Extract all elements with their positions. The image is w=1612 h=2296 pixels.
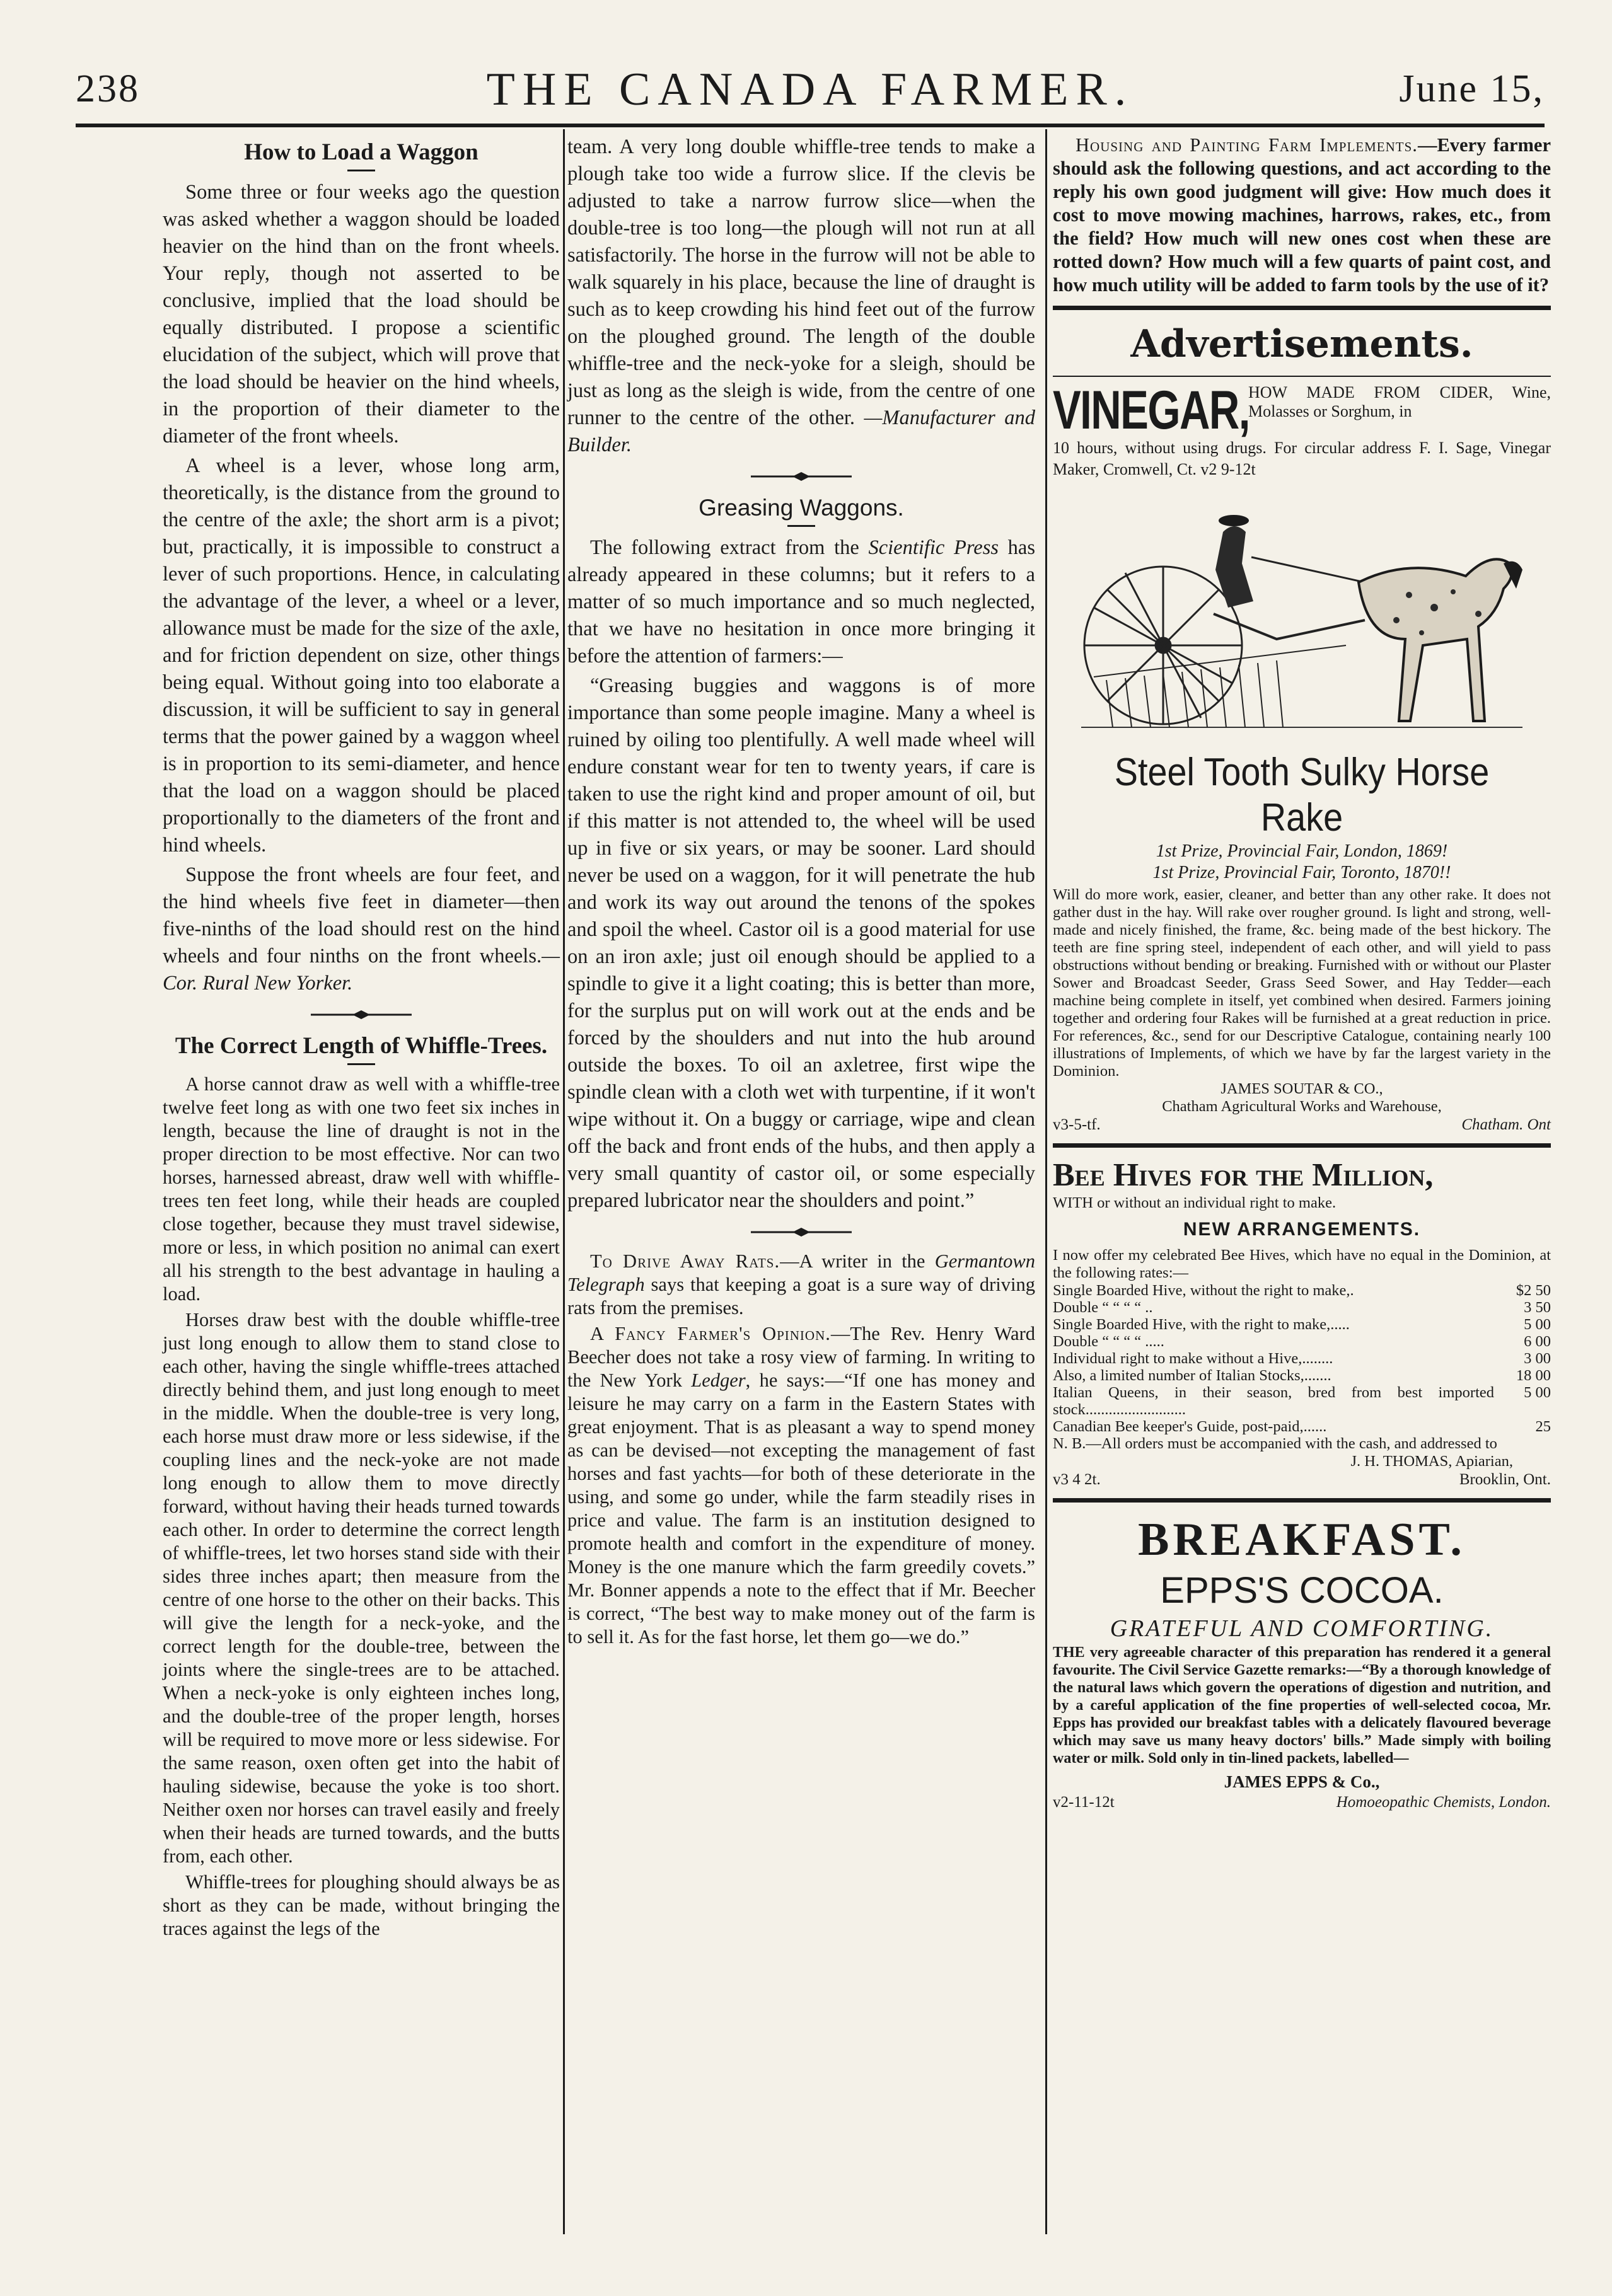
section-ornament bbox=[751, 471, 852, 482]
paragraph: Whiffle-trees for ploughing should always be as short as they can be made, without bringing the traces against the legs of the bbox=[163, 1871, 560, 1939]
ad-code: v2-11-12t bbox=[1053, 1794, 1115, 1811]
price-amount: 3 00 bbox=[1524, 1350, 1551, 1367]
price-amount: 6 00 bbox=[1524, 1333, 1551, 1350]
item-lead: Housing and Painting Farm Implements. bbox=[1076, 134, 1418, 156]
publication-name: Ledger bbox=[691, 1370, 746, 1391]
paragraph: “Greasing buggies and waggons is of more importance than some people imagine. Many a wheel is ruined by oiling too plentifully. A well made wheel will endure constant wear for ten to twenty years, if care is taken to use the right kind and proper amount of oil, but if this matter is not attended to, the wheel will be used up in five or six years, or may be sooner. Lard should never be used on a waggon, for it will penetrate the hub and work its way out around the tenons of the spokes and spoil the wheel. Castor oil is a good material for use on an iron axle; just oil enough should be applied to a spindle to give it a light coating; this is better than more, for the surplus put on will work out at the ends and be forced by the shoulders and nut into the hub around outside the boxes. To oil an axletree, first wipe the spindle clean with a cloth wet with turpentine, if it won't wipe without it. On a buggy or carriage, wipe and clean off the back and front ends of the hubs, and then apply a very small quantity of castor oil, or some especially prepared lubricator near the shoulders and point.” bbox=[567, 674, 1035, 1212]
whiffle-article-body bbox=[163, 1073, 560, 1941]
price-item: Canadian Bee keeper's Guide, post-paid,...... bbox=[1053, 1418, 1327, 1435]
section-ornament bbox=[751, 1227, 852, 1237]
column-2 bbox=[567, 134, 1035, 1651]
section-ornament bbox=[311, 1010, 412, 1020]
title-dash bbox=[347, 1063, 375, 1065]
vinegar-address bbox=[1053, 437, 1551, 480]
price-item: Double “ “ “ “ ..... bbox=[1053, 1333, 1164, 1350]
rake-ad-body: Will do more work, easier, cleaner, and better than any other rake. It does not gather dust in the hay. Will rake over rougher ground. Is light and strong, well-made and nicely finished, the frame, &c. being made of the best hickory. The teeth are fine spring steel, independent of each other, and will yield to pass obstructions without bending or breaking. Furnished with or without our Plaster Sower and Broadcast Seeder, Grass Seed Sower, and Hay Tedder—each machine being complete in itself, yet combined when desired. Farmers joining together and ordering four Rakes will be furnished at a great reduction in price. For references, &c., send for our Descriptive Catalogue, containing nearly 100 illustrations of Implements, of which we have by far the largest variety in the Dominion. bbox=[1053, 886, 1551, 1080]
vinegar-text: HOW MADE FROM CIDER, Wine, Molasses or Sorghum, in bbox=[1248, 383, 1551, 420]
breakfast-headline: BREAKFAST. bbox=[1138, 1514, 1466, 1566]
vinegar-headline bbox=[1053, 380, 1551, 441]
rake-ad-firm: JAMES SOUTAR & CO., bbox=[1221, 1080, 1383, 1097]
paragraph-text: , he says:—“If one has money and leisure he may carry on a farm in the Eastern States with great enjoyment. That is as pleasant a way to spend money as can be devised—not excepting the management of fast horses and fast yachts—for both of these deteriorate in the using, and some go under, while the farm steadily rises in price and value. The farm is an institution designed to promote health and comfort in the expenditure of money. Money is the one manure which the farm greedily covets.” Mr. Bonner appends a note to the effect that if Mr. Beecher is correct, “The best way to make money out of the farm is to sell it. As for the fast horse, let them go—we do.” bbox=[567, 1370, 1035, 1647]
price-row bbox=[1053, 1367, 1551, 1384]
price-row bbox=[1053, 1282, 1551, 1299]
column-divider bbox=[563, 129, 565, 2234]
paragraph-text: —The Rev. Henry Ward Beecher does not take a rosy view of farming. In writing to the New York bbox=[567, 1323, 1035, 1391]
rule bbox=[1053, 1143, 1551, 1148]
bee-note: N. B.—All orders must be accompanied with the cash, and addressed to bbox=[1053, 1435, 1497, 1452]
article-source: —Cor. Rural New Yorker. bbox=[163, 945, 560, 995]
bee-price-list bbox=[1053, 1282, 1551, 1435]
bee-seller: J. H. THOMAS, Apiarian, bbox=[1350, 1453, 1513, 1470]
rake-ad-title: Steel Tooth Sulky Horse Rake bbox=[1114, 751, 1490, 839]
rake-prize: 1st Prize, Provincial Fair, Toronto, 1870!! bbox=[1152, 863, 1451, 882]
article-source: —Manufacturer and Builder. bbox=[567, 407, 1035, 456]
rake-prize: 1st Prize, Provincial Fair, London, 1869! bbox=[1156, 841, 1448, 861]
horse-rake-engraving bbox=[1069, 488, 1535, 746]
epps-signature bbox=[1053, 1792, 1551, 1813]
rake-ad-signature bbox=[1053, 1116, 1551, 1134]
paragraph bbox=[567, 1250, 1035, 1320]
page-number: 238 bbox=[76, 67, 140, 110]
masthead bbox=[76, 63, 1545, 120]
publication-name: Scientific Press bbox=[868, 536, 999, 559]
paragraph-text: has already appeared in these columns; but it refers to a matter of so much importance and so much neglected, that we have no hesitation in once more bringing it before the attention of farmers:— bbox=[567, 536, 1036, 667]
price-row bbox=[1053, 1384, 1551, 1418]
rake-ad-works: Chatham Agricultural Works and Warehouse, bbox=[1162, 1098, 1442, 1115]
title-dash bbox=[787, 525, 815, 527]
paragraph-text: The following extract from the bbox=[590, 536, 869, 559]
epps-firm: JAMES EPPS & Co., bbox=[1224, 1772, 1380, 1791]
housing-item bbox=[1053, 134, 1551, 297]
new-arrangements: NEW ARRANGEMENTS. bbox=[1183, 1219, 1421, 1240]
paragraph-text: —A writer in the bbox=[780, 1250, 935, 1272]
bee-hives-title: Bee Hives for the Million, bbox=[1053, 1157, 1434, 1193]
ad-town: Chatham. Ont bbox=[1461, 1116, 1551, 1133]
vinegar-ad bbox=[1053, 380, 1551, 480]
bee-offer: I now offer my celebrated Bee Hives, which have no equal in the Dominion, at the following rates:— bbox=[1053, 1247, 1551, 1281]
price-row bbox=[1053, 1316, 1551, 1333]
short-items bbox=[567, 1250, 1035, 1649]
paragraph-text: Suppose the front wheels are four feet, and the hind wheels five feet in diameter—then five-ninths of the load should rest on the hind wheels and four ninths on the front wheels. bbox=[163, 863, 560, 967]
price-item: Single Boarded Hive, without the right to make,. bbox=[1053, 1282, 1354, 1299]
newspaper-title: THE CANADA FARMER. bbox=[486, 64, 1134, 115]
address-text: 10 hours, without using drugs. For circular address F. I. Sage, Vinegar Maker, Cromwell, Ct. bbox=[1053, 439, 1551, 478]
paragraph: A horse cannot draw as well with a whiffle-tree twelve feet long as with one two feet six inches in length, because the line of draught is not in the proper direction to be most effective. Nor can two horses, harnessed abreast, draw well with whiffle-trees ten feet long, while their heads are coupled close together, because they must travel sidewise, more or less, in which position no animal can exert all his strength to the best advantage in hauling a load. bbox=[163, 1073, 560, 1305]
ad-code: v3-5-tf. bbox=[1053, 1116, 1101, 1133]
price-item: Double “ “ “ “ .. bbox=[1053, 1299, 1153, 1316]
paragraph-text: —Every farmer should ask the following questions, and act according to the reply his own good judgment will give: How much does it cost to move mowing machines, harrows, rakes, etc., from the field? How much will new ones cost when these are rotted down? How much will a few quarts of paint cost, and how much utility will be added to farm tools by the use of it? bbox=[1053, 134, 1551, 296]
column-divider bbox=[1045, 129, 1047, 2234]
price-amount: 3 50 bbox=[1524, 1299, 1551, 1316]
paragraph bbox=[567, 1322, 1035, 1649]
advertisements-header: Advertisements. bbox=[1130, 322, 1473, 366]
paragraph bbox=[567, 534, 1035, 670]
price-row bbox=[1053, 1418, 1551, 1435]
item-lead: To Drive Away Rats. bbox=[590, 1250, 780, 1272]
price-amount: 5 00 bbox=[1524, 1384, 1551, 1401]
paragraph: Horses draw best with the double whiffle-tree just long enough to allow them to stand close to each other, having the single whiffle-trees attached directly behind them, and just long enough to meet in the middle. When the double-tree is very long, each horse must draw more or less sidewise, if the coupling lines and the neck-yoke are not made long enough to allow them to move directly forward, without having their heads turned towards each other. In order to determine the correct length of whiffle-trees, let two horses stand side with their sides three inches apart; then measure from the centre of one horse to the other on their backs. This will give the length for a neck-yoke, and the correct length for the double-tree, between the joints where the single-trees are to be attached. When a neck-yoke is only eighteen inches long, and the double-tree of the proper length, horses will be required to move more or less sidewise. For the same reason, oxen often get into the habit of hauling sidewise, because the yoke is too short. Neither oxen nor horses can travel easily and freely when their heads are turned towards, and the butts from, each other. bbox=[163, 1309, 560, 1867]
paragraph bbox=[1053, 134, 1551, 297]
price-row bbox=[1053, 1350, 1551, 1367]
column-3 bbox=[1053, 134, 1551, 1813]
paragraph-text: says that keeping a goat is a sure way of driving rats from the premises. bbox=[567, 1274, 1035, 1318]
price-item: Individual right to make without a Hive,........ bbox=[1053, 1350, 1333, 1367]
price-item: Single Boarded Hive, with the right to make,..... bbox=[1053, 1316, 1350, 1333]
price-amount: $2 50 bbox=[1516, 1282, 1551, 1299]
price-amount: 18 00 bbox=[1516, 1367, 1551, 1384]
ad-town: Homoeopathic Chemists, London. bbox=[1336, 1794, 1551, 1811]
price-amount: 5 00 bbox=[1524, 1316, 1551, 1333]
epps-cocoa-title: EPPS'S COCOA. bbox=[1160, 1570, 1444, 1611]
price-item: Also, a limited number of Italian Stocks,....... bbox=[1053, 1367, 1331, 1384]
column-1 bbox=[163, 134, 560, 1943]
paragraph bbox=[567, 134, 1035, 459]
paragraph: A wheel is a lever, whose long arm, theoretically, is the distance from the ground to the centre of the axle; the short arm is a pivot; but, practically, it is impossible to construct a lever of such proportions. Hence, in calculating the advantage of the lever, a wheel or a lever, allowance must be made for the size of the axle, and for friction dependent on size, other things being equal. Without going into too elaborate a discussion, it will be sufficient to say in general terms that the power gained by a waggon wheel is in proportion to its semi-diameter, and hence that the load on a waggon should be placed proportionally to the diameters of the front and hind wheels. bbox=[163, 454, 560, 857]
epps-body: THE very agreeable character of this preparation has rendered it a general favourite. The Civil Service Gazette remarks:—“By a thorough knowledge of the natural laws which govern the operations of digestion and nutrition, and by a careful application of the fine properties of well-selected cocoa, Mr. Epps has provided our breakfast tables with a delicately flavoured beverage which may save us many heavy doctors' bills.” Made simply with boiling water or milk. Sold only in tin-lined packets, labelled— bbox=[1053, 1644, 1551, 1767]
issue-date: June 15, bbox=[1399, 67, 1545, 110]
masthead-rule bbox=[76, 124, 1545, 127]
rule bbox=[1053, 376, 1551, 377]
ad-code: v3 4 2t. bbox=[1053, 1471, 1101, 1488]
publication-name: Germantown Telegraph bbox=[567, 1250, 1035, 1295]
price-item: Italian Queens, in their season, bred from best imported stock.......................... bbox=[1053, 1384, 1494, 1418]
price-row bbox=[1053, 1333, 1551, 1350]
article-title-whiffle-trees: The Correct Length of Whiffle-Trees. bbox=[175, 1033, 548, 1059]
ad-town: Brooklin, Ont. bbox=[1459, 1471, 1551, 1488]
ad-code: v2 9-12t bbox=[1200, 460, 1256, 478]
article-title-greasing: Greasing Waggons. bbox=[699, 495, 904, 521]
rule bbox=[1053, 306, 1551, 310]
paragraph bbox=[163, 862, 560, 997]
bee-intro: WITH or without an individual right to make. bbox=[1053, 1194, 1337, 1211]
article-title-load-waggon: How to Load a Waggon bbox=[244, 139, 478, 165]
item-lead: A Fancy Farmer's Opinion. bbox=[590, 1323, 831, 1344]
vinegar-word: VINEGAR, bbox=[1053, 380, 1250, 441]
paragraph: Some three or four weeks ago the question was asked whether a waggon should be loaded heavier on the hind than on the front wheels. Your reply, though not asserted to be conclusive, implied that the load should be equally distributed. I propose a scientific elucidation of the subject, which will prove that the load should be heavier on the hind wheels, in the proportion of their diameter to the diameter of the front wheels. bbox=[163, 181, 560, 447]
price-row bbox=[1053, 1299, 1551, 1316]
title-dash bbox=[347, 170, 375, 171]
rule bbox=[1053, 1498, 1551, 1503]
bee-signature bbox=[1053, 1470, 1551, 1489]
paragraph-text: team. A very long double whiffle-tree tends to make a plough take too wide a furrow slice. If the clevis be adjusted to take a narrow furrow slice—when the double-tree is too long—the plough will not run at all satisfactorily. The horse in the furrow will not be able to walk squarely in his place, because the line of draught is such as to keep crowding his hind feet out of the furrow on the ploughed ground. The length of the double whiffle-tree and the neck-yoke for a sleigh, should be just as long as the sleigh is wide, from the centre of one runner to the centre of the other. bbox=[567, 136, 1035, 429]
epps-tagline: GRATEFUL AND COMFORTING. bbox=[1110, 1615, 1494, 1642]
price-amount: 25 bbox=[1535, 1418, 1551, 1435]
